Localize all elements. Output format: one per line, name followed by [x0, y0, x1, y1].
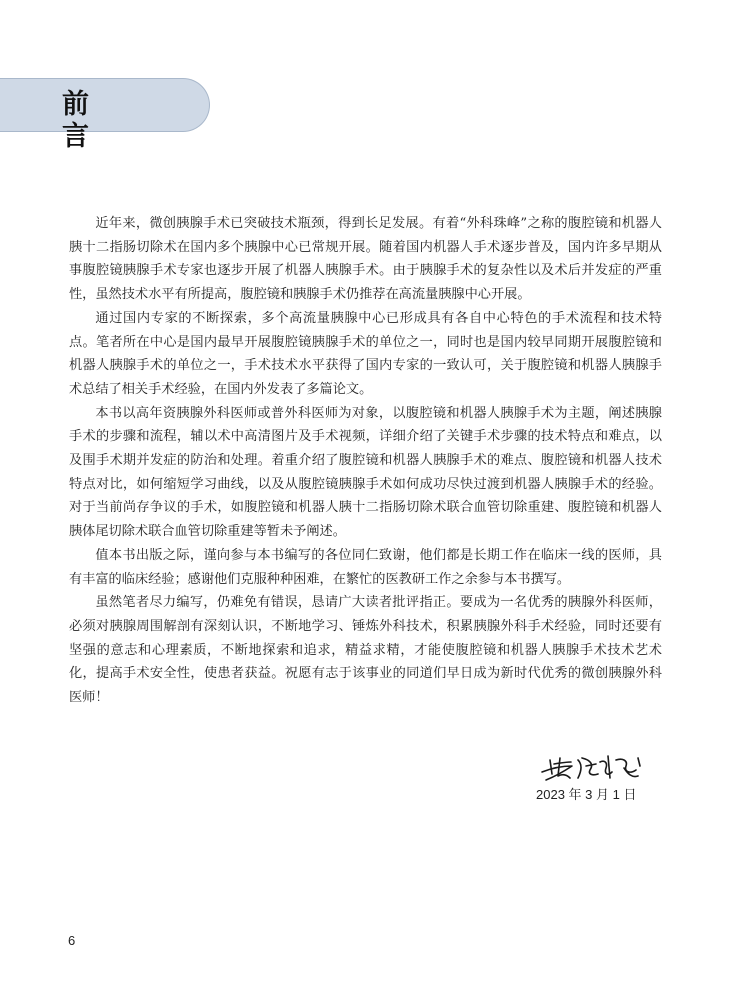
paragraph-5: 虽然笔者尽力编写，仍难免有错误，恳请广大读者批评指正。要成为一名优秀的胰腺外科医师，必须对胰腺周围解剖有深刻认识，不断地学习、锤炼外科技术，积累胰腺外科手术经验，同时还要有坚强的意志和心理素质，不断地探索和追求，精益求精，才能使腹腔镜和机器人胰腺手术技术艺术化，提高手术安全性，使患者获益。祝愿有志于该事业的同道们早日成为新时代优秀的微创胰腺外科医师！: [69, 595, 662, 706]
title-banner: [0, 78, 210, 152]
paragraph-3: 本书以高年资胰腺外科医师或普外科医师为对象，以腹腔镜和机器人胰腺手术为主题，阐述胰腺手术的步骤和流程，辅以术中高清图片及手术视频，详细介绍了关键手术步骤的技术特点和难点，以及围手术期并发症的防治和处理。着重介绍了腹腔镜和机器人胰腺手术的难点、腹腔镜和机器人技术特点对比，如何缩短学习曲线，以及从腹腔镜胰腺手术如何成功尽快过渡到机器人胰腺手术的经验。对于当前尚存争议的手术，如腹腔镜和机器人胰十二指肠切除术联合血管切除重建、腹腔镜和机器人胰体尾切除术联合血管切除重建等暂未予阐述。: [69, 405, 662, 540]
page-number: 6: [68, 933, 76, 948]
paragraph-4: 值本书出版之际，谨向参与本书编写的各位同仁致谢，他们都是长期工作在临床一线的医师，具有丰富的临床经验；感谢他们克服种种困难，在繁忙的医教研工作之余参与本书撰写。: [69, 547, 662, 587]
handwritten-signature: [538, 752, 646, 786]
signature-date: 2023 年 3 月 1 日: [536, 787, 637, 802]
paragraph-1: 近年来，微创胰腺手术已突破技术瓶颈，得到长足发展。有着“外科珠峰”之称的腹腔镜和机器人胰十二指肠切除术在国内多个胰腺中心已常规开展。随着国内机器人手术逐步普及，国内许多早期从事腹腔镜胰腺手术专家也逐步开展了机器人胰腺手术。由于胰腺手术的复杂性以及术后并发症的严重性，虽然技术水平有所提高，腹腔镜和胰腺手术仍推荐在高流量胰腺中心开展。: [69, 216, 662, 303]
preface-body: [69, 212, 662, 710]
page-title: 前 言: [62, 89, 117, 152]
paragraph-2: 通过国内专家的不断探索，多个高流量胰腺中心已形成具有各自中心特色的手术流程和技术特点。笔者所在中心是国内最早开展腹腔镜胰腺手术的单位之一，同时也是国内较早同期开展腹腔镜和机器人胰腺手术的单位之一，手术技术水平获得了国内专家的一致认可，关于腹腔镜和机器人胰腺手术总结了相关手术经验，在国内外发表了多篇论文。: [69, 310, 662, 397]
